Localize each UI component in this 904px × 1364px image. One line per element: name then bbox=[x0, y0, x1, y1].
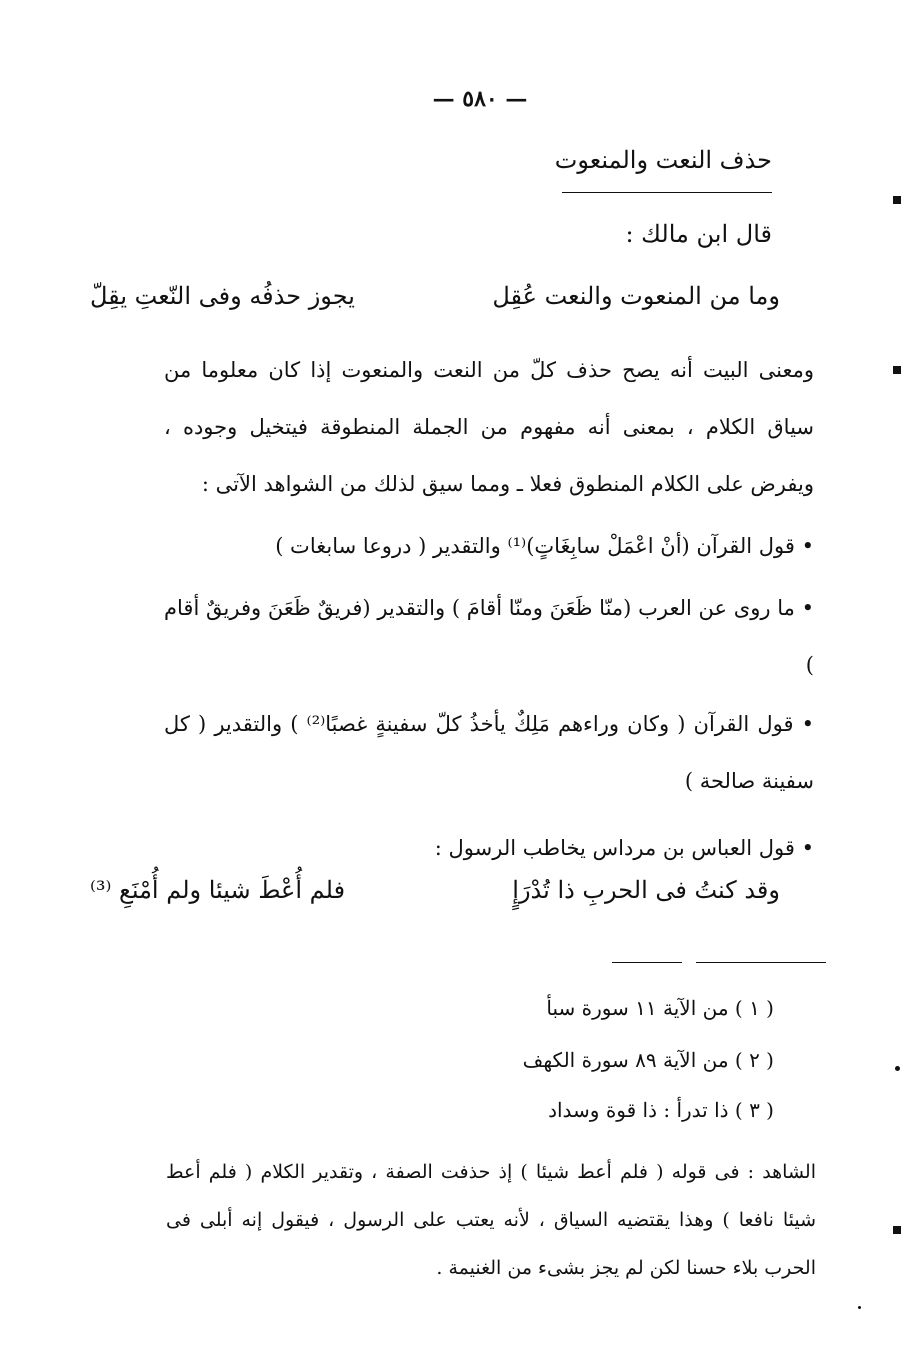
verse-2-second-hemistich: فلم أُعْطَ شيئا ولم أُمْنَعِ ⁽³⁾ bbox=[90, 876, 346, 904]
page-number: — ٥٨٠ — bbox=[432, 86, 528, 112]
footnote-3: ( ٣ ) ذا تدرأ : ذا قوة وسداد bbox=[548, 1098, 774, 1122]
scan-edge-mark bbox=[893, 366, 901, 374]
bullet-item-3: • قول القرآن ( وكان وراءهم مَلِكٌ يأخذُ كلّ سفينةٍ غصبًا⁽²⁾ ) والتقدير ( كل سفينة صالحة ) bbox=[164, 712, 814, 793]
verse-1-first-hemistich: وما من المنعوت والنعت عُقِل bbox=[492, 282, 780, 310]
verse-1-second-hemistich: يجوز حذفُه وفى النّعتِ يقِلّ bbox=[90, 282, 355, 310]
verse-2-first-hemistich: وقد كنتُ فى الحربِ ذا تُدْرَإٍ bbox=[512, 876, 780, 904]
intro-line: قال ابن مالك : bbox=[625, 220, 772, 248]
footnote-separator-long bbox=[696, 962, 826, 963]
verse-1 bbox=[90, 282, 780, 310]
footnote-2: ( ٢ ) من الآية ٨٩ سورة الكهف bbox=[522, 1048, 774, 1072]
bullet-item-4: • قول العباس بن مرداس يخاطب الرسول : bbox=[434, 836, 814, 860]
section-heading: حذف النعت والمنعوت bbox=[554, 146, 772, 174]
heading-underline bbox=[562, 192, 772, 193]
bullet-item-1: • قول القرآن (أنْ اعْمَلْ سابِغَاتٍ)⁽¹⁾ والتقدير ( دروعا سابغات ) bbox=[275, 534, 814, 558]
verse-2 bbox=[90, 876, 780, 904]
evidence-note: الشاهد : فى قوله ( فلم أعط شيئا ) إذ حذفت الصفة ، وتقدير الكلام ( فلم أعط شيئا نافعا ) وهذا يقتضيه السياق ، لأنه يعتب على الرسول ، فيقول إنه أبلى فى الحرب بلاء حسنا لكن لم يجز بشىء من الغنيمة . bbox=[166, 1161, 816, 1279]
footnote-1: ( ١ ) من الآية ١١ سورة سبأ bbox=[546, 996, 774, 1020]
scan-edge-mark bbox=[893, 1226, 901, 1234]
scan-speck bbox=[858, 1306, 861, 1309]
footnote-separator-short bbox=[612, 962, 682, 963]
explanation-paragraph: ومعنى البيت أنه يصح حذف كلّ من النعت والمنعوت إذا كان معلوما من سياق الكلام ، بمعنى أنه مفهوم من الجملة المنطوقة فيتخيل وجوده ، ويفرض على الكلام المنطوق فعلا ـ ومما سيق لذلك من الشواهد الآتى : bbox=[164, 358, 814, 496]
scan-edge-mark bbox=[895, 1066, 900, 1071]
bullet-item-2: • ما روى عن العرب (منّا ظَعَنَ ومنّا أقامَ ) والتقدير (فريقٌ ظَعَنَ وفريقٌ أقام ) bbox=[164, 596, 814, 677]
scan-edge-mark bbox=[893, 196, 901, 204]
